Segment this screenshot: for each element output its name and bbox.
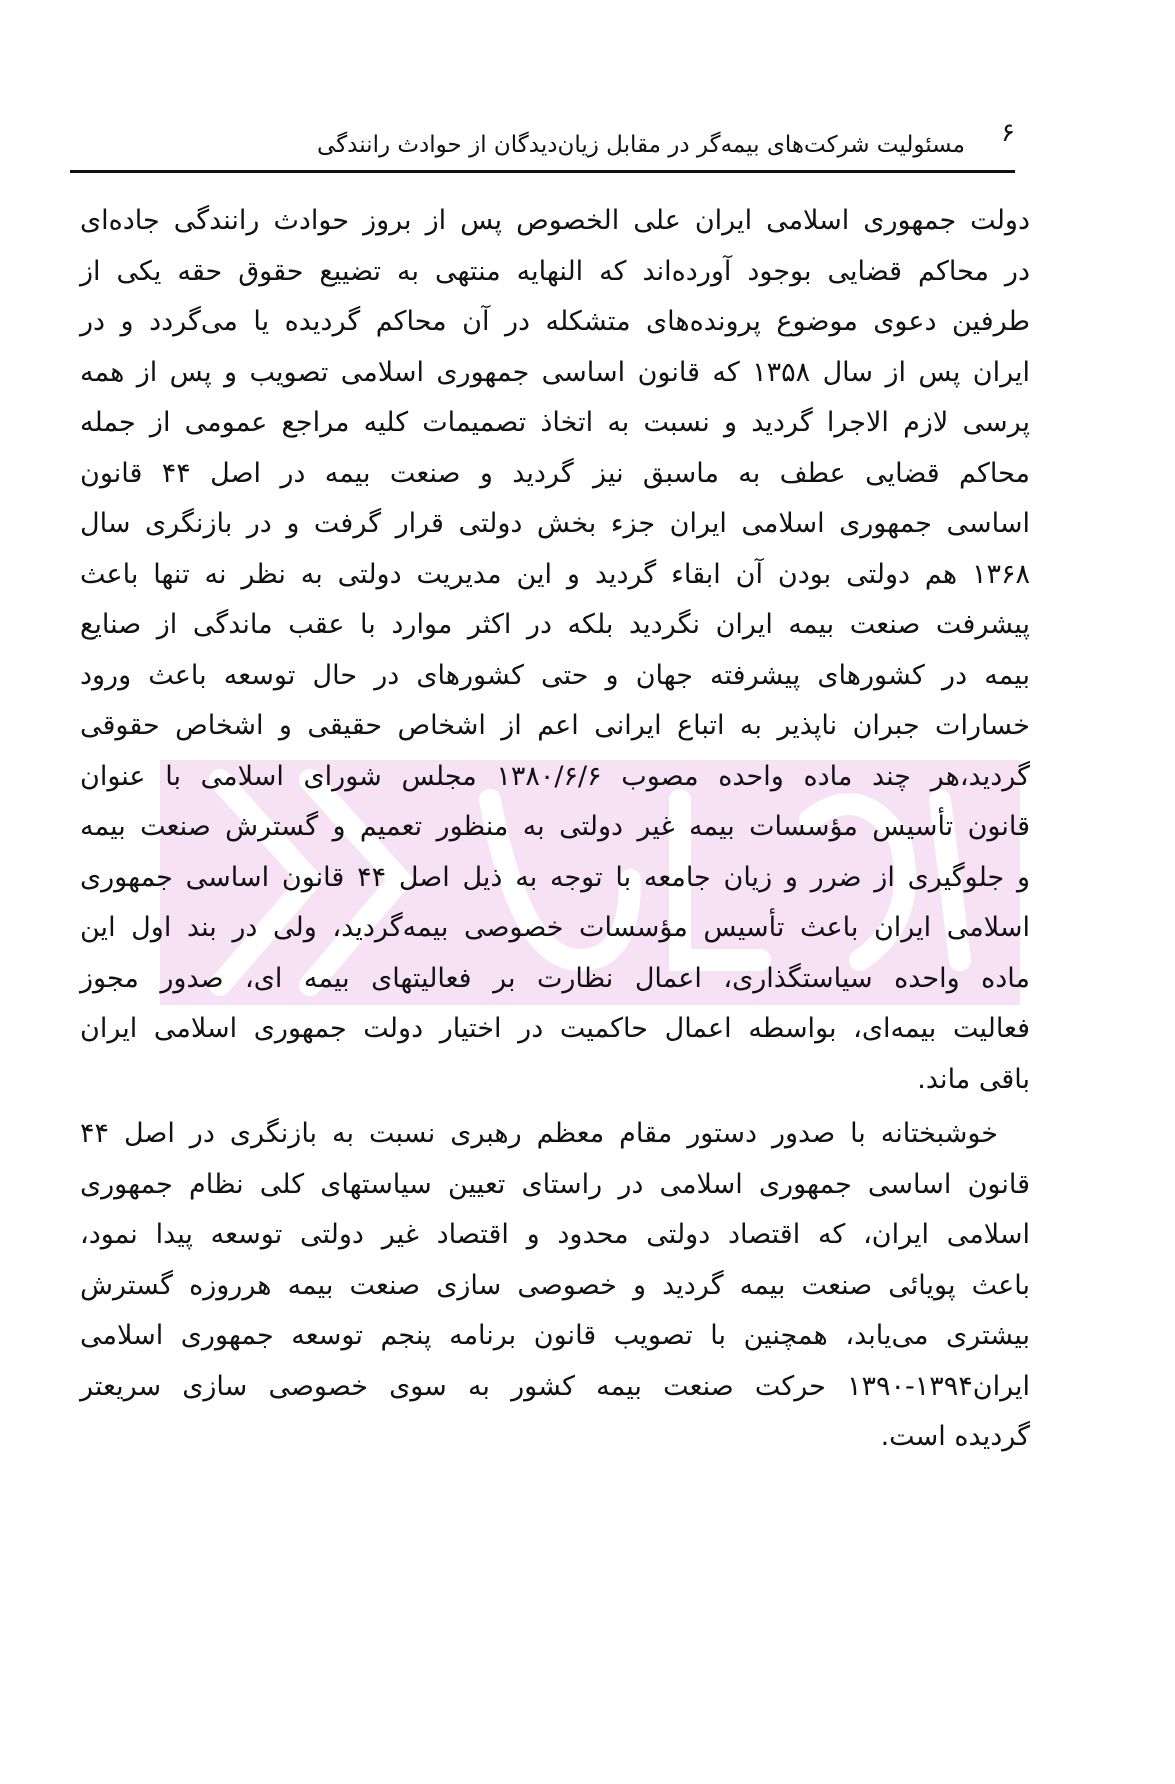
text-line: محاکم قضایی عطف به ماسبق نیز گردید و صنعت بیمه در اصل ۴۴ قانون [80, 457, 1030, 489]
text-line: فعالیت بیمه‌ای، بواسطه اعمال حاکمیت در اختیار دولت جمهوری اسلامی ایران [80, 1013, 1030, 1044]
page-number: ۶ [1001, 118, 1015, 148]
text-line: ۱۳۶۸ هم دولتی بودن آن ابقاء گردید و این مدیریت دولتی به نظر نه تنها باعث [80, 558, 1030, 590]
text-line: ایران۱۳۹۴-۱۳۹۰ حرکت صنعت بیمه کشور به سوی خصوصی سازی سریعتر [80, 1370, 1030, 1402]
text-line: گردیده است. [880, 1421, 1030, 1452]
text-line: طرفین دعوی موضوع پرونده‌های متشکله در آن محاکم گردیده یا می‌گردد و در [80, 306, 1030, 337]
text-line: بیشتری می‌یابد، همچنین با تصویب قانون برنامه پنجم توسعه جمهوری اسلامی [80, 1320, 1030, 1351]
text-line: اسلامی ایران، که اقتصاد دولتی محدود و اقتصاد غیر دولتی توسعه پیدا نمود، [80, 1219, 1030, 1250]
paragraph-2 [80, 1109, 1030, 1463]
text-line: قانون اساسی جمهوری اسلامی در راستای تعیین سیاستهای کلی نظام جمهوری [80, 1168, 1030, 1200]
paragraph-1 [80, 196, 1030, 1105]
text-line: اساسی جمهوری اسلامی ایران جزء بخش دولتی قرار گرفت و در بازنگری سال [80, 508, 1030, 539]
text-line: و جلوگیری از ضرر و زیان جامعه با توجه به ذیل اصل ۴۴ قانون اساسی جمهوری [80, 861, 1031, 893]
text-line: پیشرفت صنعت بیمه ایران نگردید بلکه در اکثر موارد با عقب ماندگی از صنایع [80, 609, 1030, 640]
text-line: خوشبختانه با صدور دستور مقام معظم رهبری نسبت به بازنگری در اصل ۴۴ [80, 1118, 998, 1149]
text-line: گردید،هر چند ماده واحده مصوب ۱۳۸۰/۶/۶ مجلس شورای اسلامی با عنوان [80, 760, 1030, 792]
text-line: باقی ماند. [917, 1063, 1030, 1095]
running-header [70, 118, 1015, 173]
text-line: اسلامی ایران باعث تأسیس مؤسسات خصوصی بیمه‌گردید، ولی در بند اول این [80, 912, 1030, 943]
text-line: خسارات جبران ناپذیر به اتباع ایرانی اعم از اشخاص حقیقی و اشخاص حقوقی [80, 710, 1030, 741]
page-body [80, 196, 1030, 1463]
text-line: در محاکم قضایی بوجود آورده‌اند که النهایه منتهی به تضییع حقوق حقه یکی از [80, 255, 1030, 287]
text-line: دولت جمهوری اسلامی ایران علی الخصوص پس از بروز حوادث رانندگی جاده‌ای [80, 205, 1030, 236]
text-line: ماده واحده سیاستگذاری، اعمال نظارت بر فعالیتهای بیمه ای، صدور مجوز [80, 962, 1030, 994]
text-line: قانون تأسیس مؤسسات بیمه غیر دولتی به منظور تعمیم و گسترش صنعت بیمه [80, 811, 1030, 842]
text-line: پرسی لازم الاجرا گردید و نسبت به اتخاذ تصمیمات کلیه مراجع عمومی از جمله [80, 407, 1030, 438]
running-title: مسئولیت شرکت‌های بیمه‌گر در مقابل زیان‌دیدگان از حوادث رانندگی [317, 132, 965, 158]
text-line: ایران پس از سال ۱۳۵۸ که قانون اساسی جمهوری اسلامی تصویب و پس از همه [80, 356, 1030, 388]
text-line: باعث پویائی صنعت بیمه گردید و خصوصی سازی صنعت بیمه هرروزه گسترش [80, 1269, 1030, 1301]
text-line: بیمه در کشورهای پیشرفته جهان و حتی کشورهای در حال توسعه باعث ورود [80, 659, 1030, 691]
